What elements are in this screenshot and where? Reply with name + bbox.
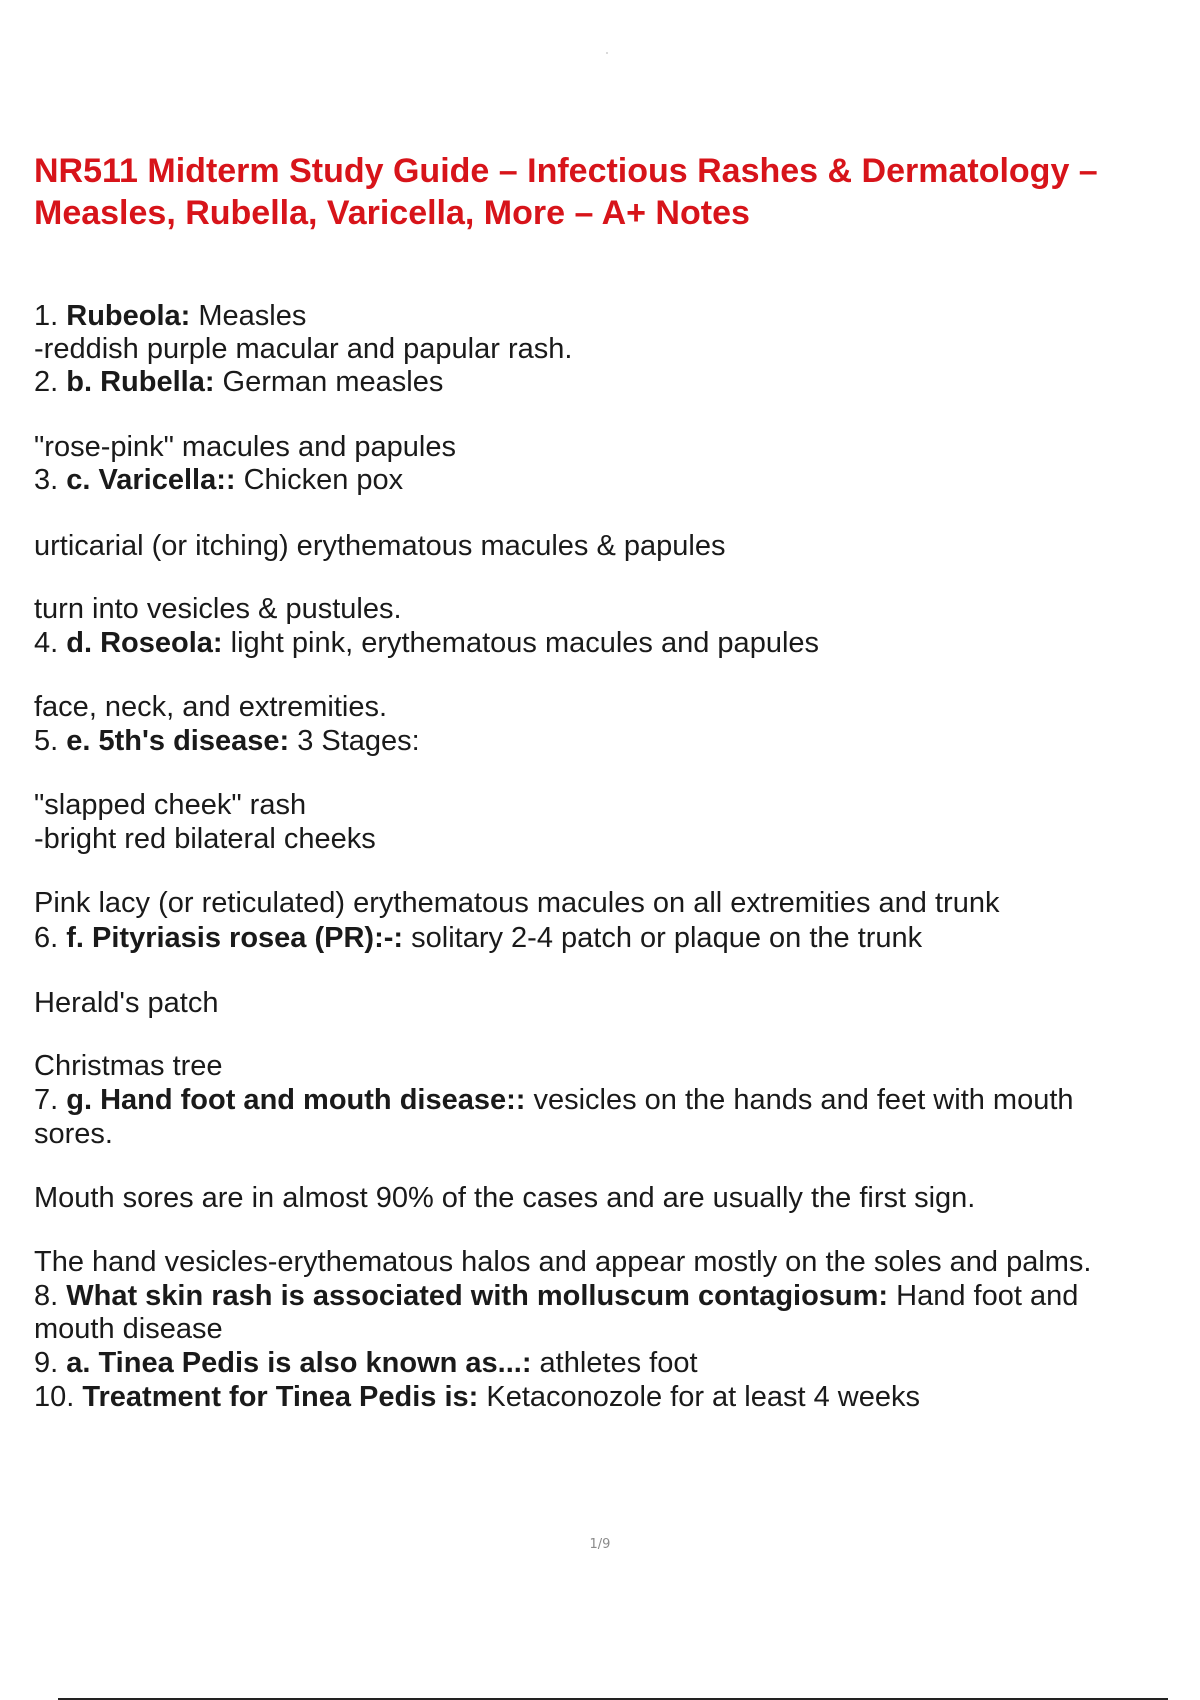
item-definition: vesicles on the hands and feet with mouth bbox=[525, 1084, 1074, 1116]
item-7 bbox=[34, 1083, 1074, 1117]
item-term: f. Pityriasis rosea (PR):-: bbox=[66, 922, 404, 954]
item-number: 3. bbox=[34, 464, 67, 496]
item-term: e. 5th's disease: bbox=[66, 725, 290, 757]
item-definition: 3 Stages: bbox=[289, 725, 420, 757]
page-number: 1/9 bbox=[589, 1537, 611, 1552]
item-definition: Chicken pox bbox=[235, 464, 404, 496]
item-definition: Measles bbox=[190, 300, 307, 332]
item-definition: light pink, erythematous macules and papules bbox=[222, 627, 820, 659]
document-title: NR511 Midterm Study Guide – Infectious Rashes & Dermatology – Measles, Rubella, Varicella, More – A+ Notes bbox=[34, 152, 1098, 232]
item-9 bbox=[34, 1346, 698, 1380]
item-8 bbox=[34, 1279, 1078, 1313]
item-6-note-1: Herald's patch bbox=[34, 987, 219, 1019]
item-term: c. Varicella:: bbox=[66, 464, 236, 496]
item-term: g. Hand foot and mouth disease:: bbox=[66, 1084, 526, 1116]
item-6 bbox=[34, 921, 922, 955]
item-2-note: "rose-pink" macules and papules bbox=[34, 431, 456, 463]
item-10 bbox=[34, 1380, 920, 1414]
item-number: 4. bbox=[34, 627, 67, 659]
item-number: 7. bbox=[34, 1084, 67, 1116]
item-term: Treatment for Tinea Pedis is: bbox=[82, 1381, 479, 1413]
item-8-definition-cont: mouth disease bbox=[34, 1313, 223, 1345]
item-number: 6. bbox=[34, 922, 67, 954]
item-2 bbox=[34, 365, 443, 399]
item-definition: German measles bbox=[214, 366, 444, 398]
item-term: Rubeola: bbox=[66, 300, 191, 332]
item-term: What skin rash is associated with molluscum contagiosum: bbox=[66, 1280, 889, 1312]
item-definition: athletes foot bbox=[531, 1347, 698, 1379]
item-7-note-1: Mouth sores are in almost 90% of the cases and are usually the first sign. bbox=[34, 1182, 976, 1214]
item-3 bbox=[34, 463, 403, 497]
item-5 bbox=[34, 724, 420, 758]
item-definition: Ketaconozole for at least 4 weeks bbox=[478, 1381, 920, 1413]
item-3-note-1: urticarial (or itching) erythematous macules & papules bbox=[34, 530, 726, 562]
item-1-note: -reddish purple macular and papular rash. bbox=[34, 333, 573, 365]
item-number: 2. bbox=[34, 366, 67, 398]
item-5-note-1: "slapped cheek" rash bbox=[34, 789, 307, 821]
item-1 bbox=[34, 299, 306, 333]
item-number: 5. bbox=[34, 725, 67, 757]
item-term: a. Tinea Pedis is also known as...: bbox=[66, 1347, 532, 1379]
item-term: d. Roseola: bbox=[66, 627, 223, 659]
item-3-note-2: turn into vesicles & pustules. bbox=[34, 593, 402, 625]
item-5-note-3: Pink lacy (or reticulated) erythematous macules on all extremities and trunk bbox=[34, 887, 1000, 919]
item-number: 1. bbox=[34, 300, 67, 332]
item-4 bbox=[34, 626, 819, 660]
item-7-note-2: The hand vesicles-erythematous halos and appear mostly on the soles and palms. bbox=[34, 1246, 1092, 1278]
item-number: 9. bbox=[34, 1347, 67, 1379]
item-definition: Hand foot and bbox=[888, 1280, 1079, 1312]
item-definition: solitary 2-4 patch or plaque on the trunk bbox=[403, 922, 923, 954]
item-term: b. Rubella: bbox=[66, 366, 215, 398]
item-6-note-2: Christmas tree bbox=[34, 1050, 223, 1082]
scan-speck bbox=[606, 52, 608, 54]
item-number: 8. bbox=[34, 1280, 67, 1312]
item-4-note: face, neck, and extremities. bbox=[34, 691, 387, 723]
item-7-definition-cont: sores. bbox=[34, 1118, 113, 1150]
item-number: 10. bbox=[34, 1381, 83, 1413]
item-5-note-2: -bright red bilateral cheeks bbox=[34, 823, 376, 855]
